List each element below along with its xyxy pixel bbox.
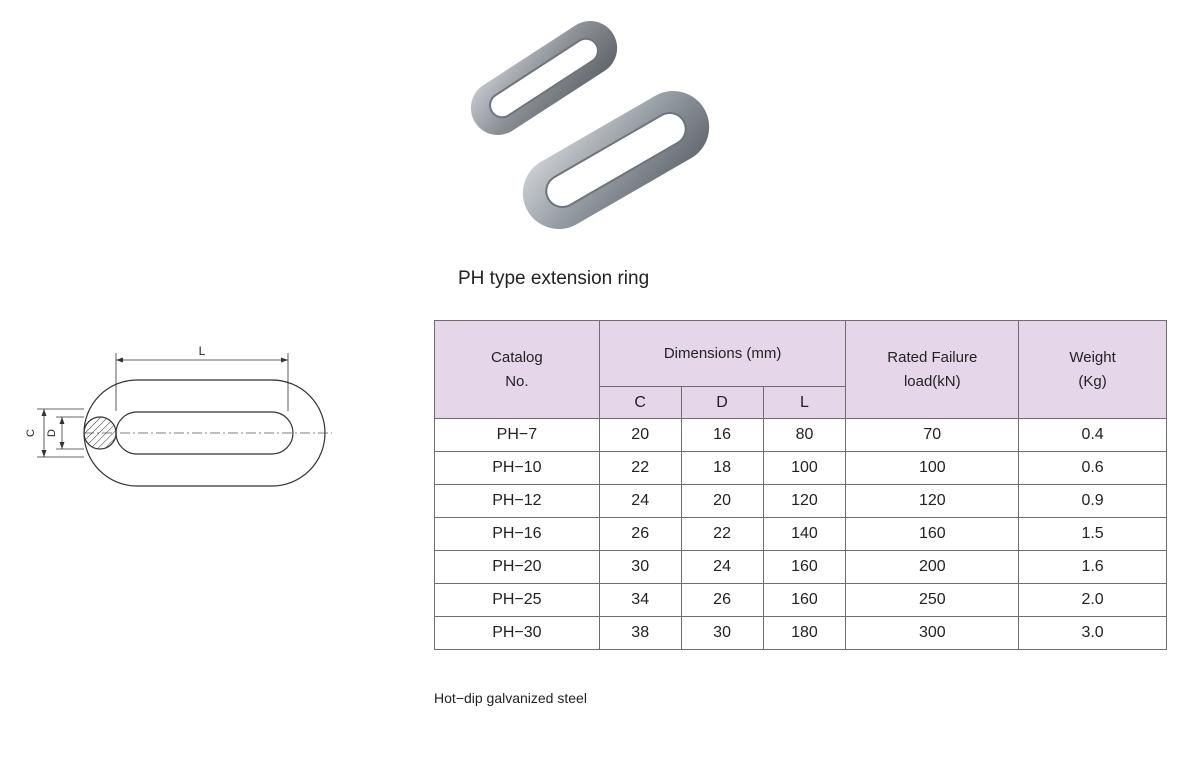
cell-c: 30: [599, 551, 681, 584]
cell-weight: 0.4: [1019, 419, 1167, 452]
table-row: [435, 617, 1167, 650]
cell-weight: 0.6: [1019, 452, 1167, 485]
header-dim-l: L: [763, 387, 846, 419]
cell-l: 180: [763, 617, 846, 650]
header-weight-line1: Weight: [1069, 348, 1116, 366]
ring-dimension-drawing: [20, 335, 350, 500]
header-rated-line1: Rated Failure: [887, 348, 978, 366]
table-row: [435, 452, 1167, 485]
header-dim-d: D: [681, 387, 763, 419]
cell-catalog: PH−12: [435, 485, 600, 518]
cell-c: 34: [599, 584, 681, 617]
cell-d: 16: [681, 419, 763, 452]
cell-catalog: PH−25: [435, 584, 600, 617]
header-weight-line2: (Kg): [1078, 372, 1107, 390]
cell-l: 140: [763, 518, 846, 551]
cell-catalog: PH−30: [435, 617, 600, 650]
cell-d: 26: [681, 584, 763, 617]
cell-catalog: PH−7: [435, 419, 600, 452]
cell-c: 22: [599, 452, 681, 485]
cell-d: 18: [681, 452, 763, 485]
header-dim-c: C: [599, 387, 681, 419]
cell-l: 160: [763, 584, 846, 617]
table-row: [435, 551, 1167, 584]
cell-d: 20: [681, 485, 763, 518]
header-rated-line2: load(kN): [903, 372, 961, 390]
cell-d: 30: [681, 617, 763, 650]
extension-ring-photo: [434, 8, 734, 233]
header-dimensions: Dimensions (mm): [599, 321, 846, 387]
dimension-label-C: C: [25, 429, 37, 437]
cell-load: 120: [846, 485, 1019, 518]
cell-d: 24: [681, 551, 763, 584]
cell-load: 100: [846, 452, 1019, 485]
cell-c: 38: [599, 617, 681, 650]
product-title: PH type extension ring: [458, 268, 650, 289]
cell-weight: 3.0: [1019, 617, 1167, 650]
cell-load: 70: [846, 419, 1019, 452]
table-row: [435, 419, 1167, 452]
header-weight: [1019, 321, 1167, 419]
cell-catalog: PH−16: [435, 518, 600, 551]
dimension-label-L: L: [198, 344, 206, 358]
cell-catalog: PH−10: [435, 452, 600, 485]
cell-l: 120: [763, 485, 846, 518]
cell-l: 160: [763, 551, 846, 584]
cell-d: 22: [681, 518, 763, 551]
material-note: Hot−dip galvanized steel: [434, 690, 587, 706]
cell-load: 300: [846, 617, 1019, 650]
table-row: [435, 584, 1167, 617]
cell-c: 26: [599, 518, 681, 551]
cell-weight: 2.0: [1019, 584, 1167, 617]
cell-load: 160: [846, 518, 1019, 551]
table-row: [435, 485, 1167, 518]
cell-weight: 1.6: [1019, 551, 1167, 584]
header-catalog-line1: Catalog: [491, 348, 543, 366]
cell-l: 80: [763, 419, 846, 452]
cell-weight: 1.5: [1019, 518, 1167, 551]
cell-load: 200: [846, 551, 1019, 584]
header-catalog-line2: No.: [505, 372, 529, 390]
cell-catalog: PH−20: [435, 551, 600, 584]
header-catalog: [435, 321, 600, 419]
spec-table: [434, 320, 1167, 650]
dimension-label-D: D: [46, 429, 58, 437]
cell-c: 24: [599, 485, 681, 518]
cell-weight: 0.9: [1019, 485, 1167, 518]
cell-load: 250: [846, 584, 1019, 617]
header-rated-load: [846, 321, 1019, 419]
cell-c: 20: [599, 419, 681, 452]
cell-l: 100: [763, 452, 846, 485]
table-row: [435, 518, 1167, 551]
